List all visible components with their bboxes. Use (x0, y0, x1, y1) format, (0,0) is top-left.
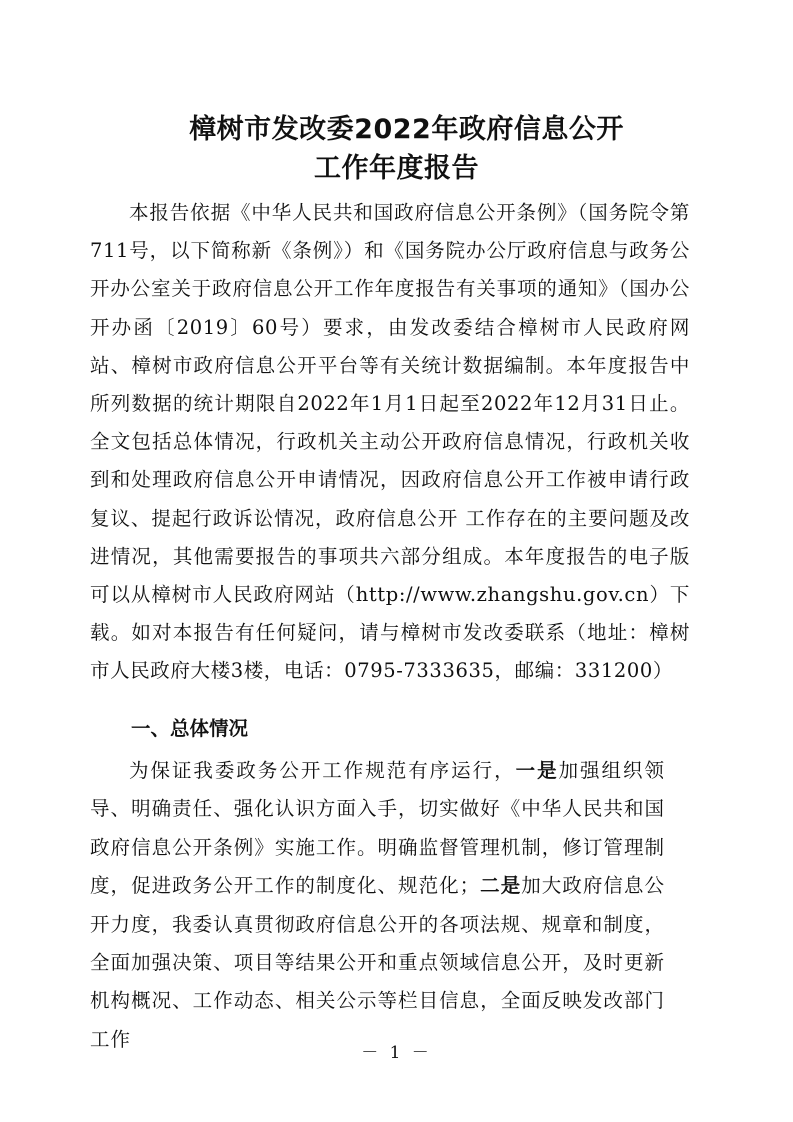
section-heading-overview: 一、总体情况 (131, 717, 249, 740)
overview-text-1: 为保证我委政务公开工作规范有序运行， (129, 759, 516, 782)
overview-bold-first: 一是 (515, 759, 559, 782)
overview-text-2: 加强组织领导、明确责任、强化认识方面入手，切实做好《中华人民共和国政府信息公开条例》实施工作。明确监督管理机制，修订管理制度，促进政务公开工作的制度化、规范化； (90, 759, 665, 898)
intro-paragraph: 本报告依据《中华人民共和国政府信息公开条例》（国务院令第711号，以下简称新《条例》）和《国务院办公厅政府信息与政务公开办公室关于政府信息公开工作年度报告有关事项的通知》（国办公开办函〔2019〕60号）要求，由发改委结合樟树市人民政府网站、樟树市政府信息公开平台等有关统计数据编制。本年度报告中所列数据的统计期限自2022年1月1日起至2022年12月31日止。全文包括总体情况，行政机关主动公开政府信息情况，行政机关收到和处理政府信息公开申请情况，因政府信息公开工作被申请行政复议、提起行政诉讼情况，政府信息公开 工作存在的主要问题及改进情况，其他需要报告的事项共六部分组成。本年度报告的电子版可以从樟树市人民政府网站（http://www.zhangshu.gov.cn）下载。如对本报告有任何疑问，请与樟树市发改委联系（地址：樟树市人民政府大楼3楼，电话：0795-7333635，邮编：331200） (90, 201, 690, 683)
document-title-line-2: 工作年度报告 (314, 153, 479, 184)
overview-text-3: 加大政府信息公开力度，我委认真贯彻政府信息公开的各项法规、规章和制度，全面加强决策、项目等结果公开和重点领域信息公开，及时更新机构概况、工作动态、相关公示等栏目信息，全面反映发改部门工作 (90, 874, 665, 1051)
document-title-line-1: 樟树市发改委2022年政府信息公开 (189, 114, 624, 145)
overview-paragraph (90, 752, 665, 1059)
overview-bold-second: 二是 (480, 874, 522, 898)
page-number: － 1 － (361, 1043, 432, 1063)
